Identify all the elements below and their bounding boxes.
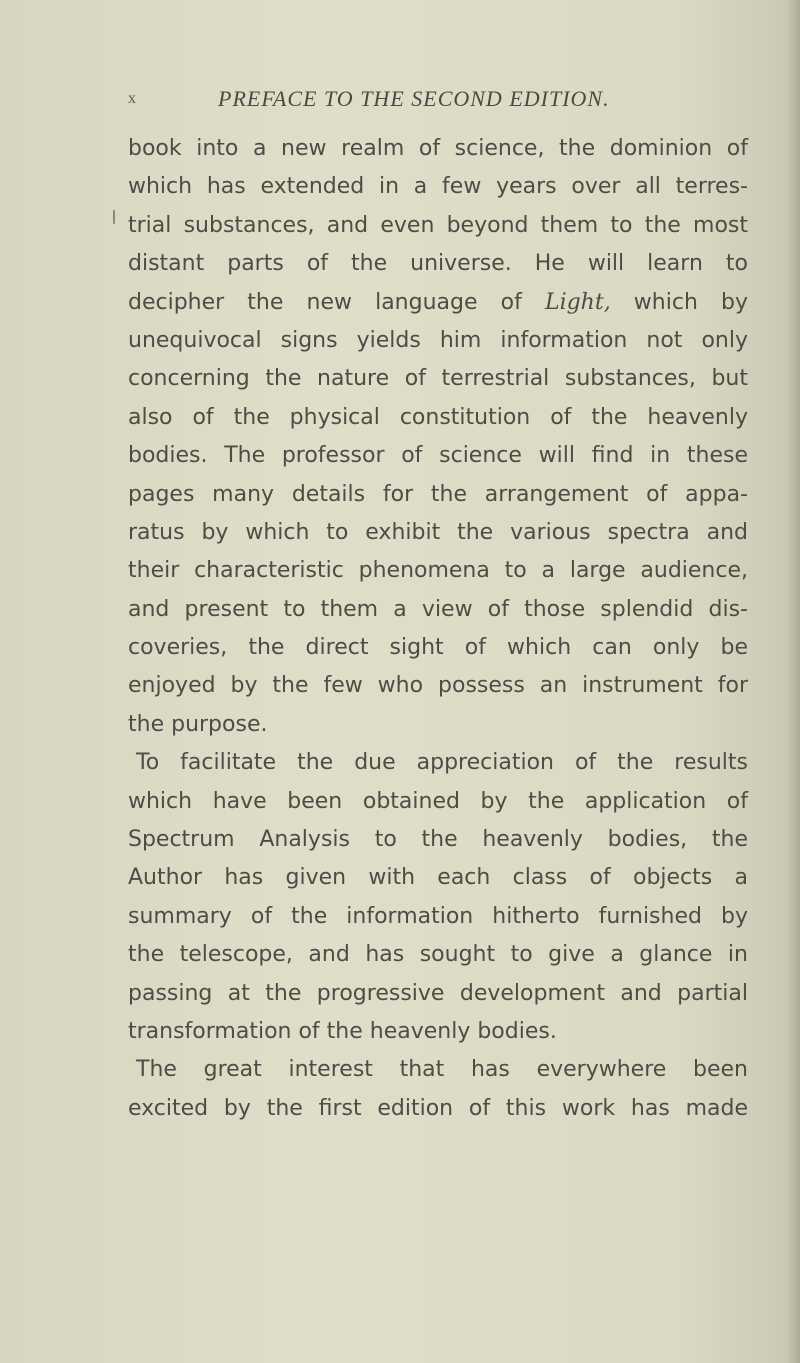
text-line: the purpose. <box>128 711 268 737</box>
page-number: x <box>128 90 137 107</box>
text-line: and present to them a view of those splendid dis- <box>128 596 748 622</box>
page-header <box>128 86 748 120</box>
text-line: transformation of the heavenly bodies. <box>128 1018 557 1044</box>
body-text <box>128 130 748 1128</box>
text-line: passing at the progressive development and partial <box>128 980 748 1006</box>
text-line: also of the physical constitution of the heavenly <box>128 404 748 430</box>
italic-word-light: Light, <box>544 289 611 315</box>
text-line: bodies. The professor of science will find in these <box>128 443 748 469</box>
text-line: ratus by which to exhibit the various spectra and <box>128 519 748 545</box>
text-line: unequivocal signs yields him information not only <box>128 327 748 353</box>
text-line: the telescope, and has sought to give a glance in <box>128 942 748 968</box>
text-line: enjoyed by the few who possess an instrument for <box>128 673 748 699</box>
text-line: Spectrum Analysis to the heavenly bodies, the <box>128 827 748 853</box>
paper-speck <box>113 210 115 224</box>
text-line: coveries, the direct sight of which can only be <box>128 635 748 661</box>
text-line: book into a new realm of science, the dominion of <box>128 136 748 161</box>
text-line: pages many details for the arrangement of appa- <box>128 481 748 507</box>
text-line: which has extended in a few years over all terres- <box>128 174 748 200</box>
text-line: excited by the first edition of this work has made <box>128 1095 748 1121</box>
text-fragment: decipher the new language of <box>128 289 522 315</box>
text-fragment: which by <box>633 289 748 315</box>
running-head: PREFACE TO THE SECOND EDITION. <box>218 86 610 111</box>
text-line: distant parts of the universe. He will learn to <box>128 251 748 277</box>
text-line <box>128 284 748 322</box>
paragraph-start-line: The great interest that has everywhere been <box>136 1057 748 1083</box>
text-line: trial substances, and even beyond them to the most <box>128 212 748 238</box>
text-line: Author has given with each class of objects a <box>128 865 748 891</box>
text-line: summary of the information hitherto furnished by <box>128 903 748 929</box>
text-line: which have been obtained by the application of <box>128 788 748 814</box>
paragraph-start-line: To facilitate the due appreciation of the results <box>136 750 748 776</box>
page-edge-shadow <box>786 0 800 1363</box>
text-line: concerning the nature of terrestrial substances, but <box>128 366 748 392</box>
text-line: their characteristic phenomena to a large audience, <box>128 558 748 584</box>
